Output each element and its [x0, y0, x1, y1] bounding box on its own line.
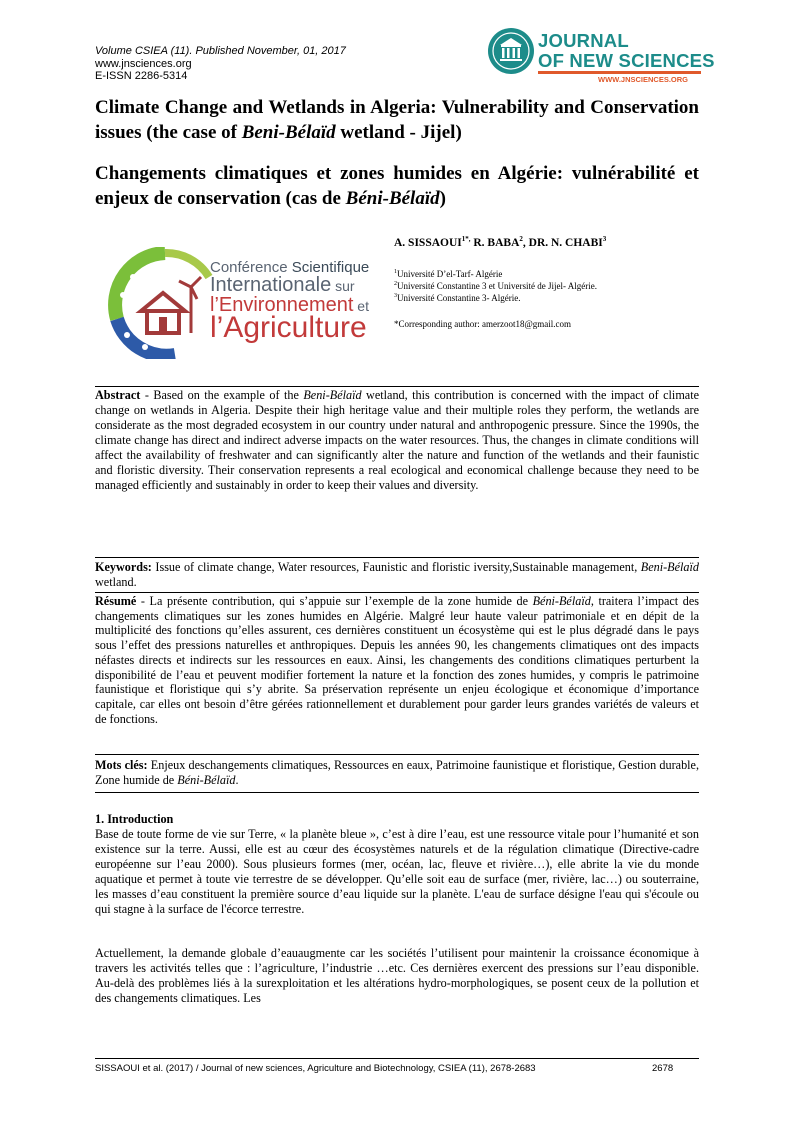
mots-cles-bottom-rule — [95, 792, 699, 793]
journal-url: WWW.JNSCIENCES.ORG — [598, 75, 689, 84]
title-en-text: Climate Change and Wetlands in Algeria: Vulnerability and Conservation issues (the case of — [95, 97, 699, 143]
keywords-text-2: wetland. — [95, 575, 137, 589]
corresponding-author: *Corresponding author: amerzoot18@gmail.com — [394, 319, 571, 329]
keywords-top-rule — [95, 557, 699, 558]
journal-name-line2: OF NEW SCIENCES — [538, 50, 715, 71]
title-fr-text: Changements climatiques et zones humides en Algérie: vulnérabilité et enjeux de conservation (cas de — [95, 163, 699, 209]
keywords-label: Keywords: — [95, 560, 152, 574]
affiliation-2-sup: 2 — [394, 281, 397, 287]
conference-line3b: et — [353, 298, 369, 314]
resume-text-1: - La présente contribution, qui s’appuie sur l’exemple de la zone humide de — [136, 594, 533, 608]
author-1: A. SISSAOUI — [394, 236, 462, 249]
keywords-italic: Beni-Bélaïd — [640, 560, 699, 574]
journal-name-line1: JOURNAL — [538, 30, 629, 51]
conference-line2b: sur — [331, 278, 355, 294]
keywords-text-1: Issue of climate change, Water resources, Faunistic and floristic iversity,Sustainable management, — [151, 560, 641, 574]
author-2-sup: 2 — [519, 235, 523, 243]
conference-line2a: Internationale — [210, 274, 332, 296]
affiliation-3-text: Université Constantine 3- Algérie. — [397, 293, 521, 303]
title-fr-text-end: ) — [439, 188, 446, 209]
conference-line1b: Scientifique — [291, 259, 370, 276]
resume-top-rule — [95, 592, 699, 593]
author-2: R. BABA — [470, 236, 520, 249]
conference-logo-icon — [105, 247, 225, 359]
title-french — [95, 161, 699, 211]
resume-text-2: , traitera l’impact des changements climatiques sur les zones humides en Algérie. Malgré leur haute valeur patrimoniale et en dépit de la multiplicité des fonctions qu’elles assurent, ces dernières constituent un écosystème qui est le plus dégradé dans le pays sous l’effet des pressions naturelles et anthropiques. Depuis les années 90, les changements climatiques ont des impacts néfastes directs et indirects sur les ressources en eaux. Ainsi, les changements des conditions climatiques perturbent la disponibilité de l’eau et peuvent modifier fortement la nature et la fonction des zones humides, y compris le patrimoine faunistique et floristique qui s’y abrite. Sa préservation représente un enjeu écologique et économique d’importance capitale, car elles ont besoin d’être gérées rationnellement et durablement pour garder leurs grandes variétés de valeurs et de fonctions. — [95, 594, 699, 726]
affiliation-3-sup: 3 — [394, 293, 397, 299]
abstract-paragraph — [95, 388, 699, 493]
issn-line: E-ISSN 2286-5314 — [95, 70, 188, 82]
website-line: www.jnsciences.org — [95, 57, 192, 70]
abstract-text-1: - Based on the example of the — [140, 388, 304, 402]
conference-line1a: Conférence — [210, 259, 292, 276]
author-1-sup: 1*, — [461, 235, 471, 243]
resume-paragraph — [95, 594, 699, 726]
mots-cles-text-2: . — [235, 773, 239, 787]
resume-italic: Béni-Bélaïd — [532, 594, 591, 608]
conference-line4: l’Agriculture — [210, 311, 367, 344]
author-3-sup: 3 — [602, 235, 607, 243]
footer-rule — [95, 1058, 699, 1059]
section-heading-introduction: 1. Introduction — [95, 812, 174, 826]
conference-line3a: l’Environnement — [210, 294, 354, 316]
mots-cles-label: Mots clés: — [95, 758, 148, 772]
author-list — [394, 235, 606, 249]
journal-accent-bar — [538, 71, 701, 74]
mots-cles-top-rule — [95, 754, 699, 755]
affiliation-2-text: Université Constantine 3 et Université de Jijel- Algérie. — [397, 281, 597, 291]
abstract-text-2: wetland, this contribution is concerned with the impact of climate change on wetlands in Algeria. Despite their high heritage value and their multiple roles they perform, the wetlands are considerate as the most degraded ecosystem in our country under natural and anthropogenic pressure. Since the 1990s, the climate change has direct and indirect adverse impacts on the water resources. Thus, the changes in climate conditions will affect the availability of freshwater and can significantly alter the nature and function of the wetlands and their faunistic and floristic diversity. Their conservation represents a real ecological and economical challenge because they need to be managed efficiently and sustainably in order to keep their values and diversity. — [95, 388, 700, 492]
intro-paragraph-2: Actuellement, la demande globale d’eauaugmente car les sociétés l’utilisent pour maintenir la croissance économique à travers les activités telles que : l’agriculture, l’industrie …etc. Ces dernières exercent des pressions sur l’eau disponible. Au-delà des problèmes liés à la surexploitation et les altérations hydro-morphologiques, se posent ceux de la pollution et des changements climatiques. Les — [95, 946, 699, 1005]
abstract-italic: Beni-Bélaïd — [303, 388, 362, 402]
affiliation-1-text: Université D’el-Tarf- Algérie — [397, 269, 503, 279]
title-en-text-end: wetland - Jijel) — [335, 122, 462, 143]
title-en-italic: Beni-Bélaïd — [241, 122, 336, 143]
title-fr-italic: Béni-Bélaïd — [345, 188, 440, 209]
abstract-label: Abstract — [95, 388, 141, 402]
footer-citation: SISSAOUI et al. (2017) / Journal of new sciences, Agriculture and Biotechnology, CSIEA (11), 2678-2683 — [95, 1063, 536, 1074]
author-3: , DR. N. CHABI — [522, 236, 603, 249]
affiliation-3 — [394, 291, 520, 304]
affiliation-1-sup: 1 — [394, 269, 397, 275]
journal-emblem-icon — [487, 27, 535, 75]
volume-line: Volume CSIEA (11). Published November, 01, 2017 — [95, 45, 346, 57]
keywords-paragraph — [95, 560, 699, 590]
mots-cles-paragraph — [95, 758, 699, 788]
resume-label: Résumé — [95, 594, 137, 608]
mots-cles-italic: Béni-Bélaïd — [177, 773, 236, 787]
journal-header-meta — [95, 45, 346, 83]
intro-paragraph-1: Base de toute forme de vie sur Terre, « la planète bleue », c’est à dire l’eau, est une ressource vitale pour l’humanité et son existence sur la terre. Aussi, elle est au cœur des écosystèmes naturels et de la régulation climatique (Directive-cadre européenne sur l’eau 2000). Sous plusieurs formes (mer, océan, lac, fleuve et rivière…), elle abrite la vie du monde aquatique et permet à toute vie terrestre de se développer. Qu’elle soit eau de surface (mer, rivière, lac…) ou souterraine, les masses d’eau constituent la première source d’eau liquide sur la planète. L'eau de surface désigne l'eau qui s'écoule ou qui stagne à la surface de l'écorce terrestre. — [95, 827, 699, 916]
abstract-top-rule — [95, 386, 699, 387]
page-number: 2678 — [652, 1063, 674, 1074]
title-english — [95, 95, 699, 145]
mots-cles-text-1: Enjeux deschangements climatiques, Ressources en eaux, Patrimoine faunistique et floristique, Gestion durable, Zone humide de — [95, 758, 700, 787]
